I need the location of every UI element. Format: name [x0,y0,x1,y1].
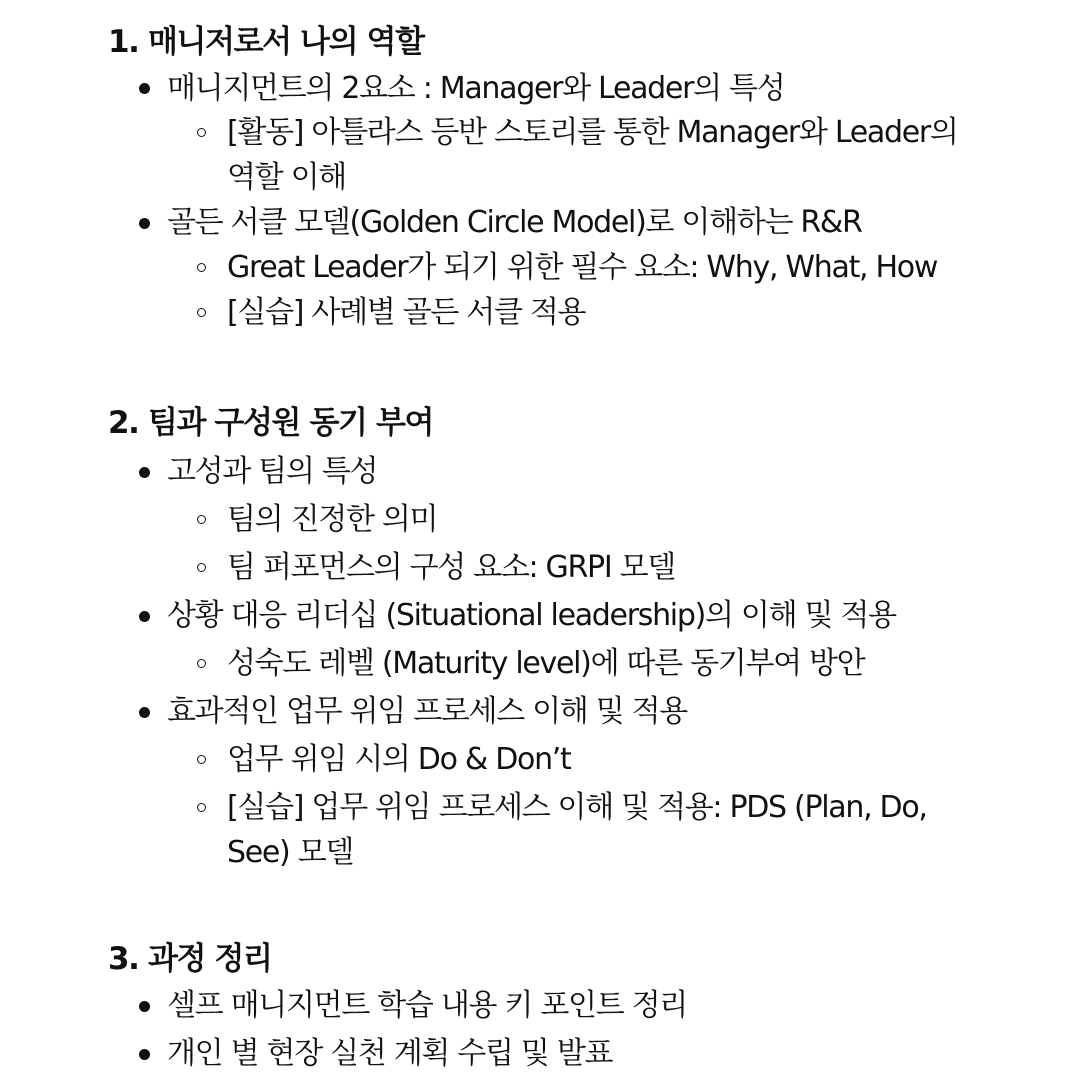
section-1-title: 1. 매니저로서 나의 역할 [108,24,424,60]
sub-list-item: [실습] 업무 위임 프로세스 이해 및 적용: PDS (Plan, Do, See) 모델 [227,790,927,870]
sub-bullet-icon [197,563,206,572]
list-item: 셀프 매니지먼트 학습 내용 키 포인트 정리 [167,988,687,1023]
sub-list-item: 팀의 진정한 의미 [227,502,438,537]
sub-list-item: Great Leader가 되기 위한 필수 요소: Why, What, How [227,250,938,285]
list-item: 효과적인 업무 위임 프로세스 이해 및 적용 [167,694,687,729]
sub-bullet-icon [197,308,206,317]
sub-bullet-icon [197,803,206,812]
list-item: 고성과 팀의 특성 [167,454,378,489]
list-item: 개인 별 현장 실천 계획 수립 및 발표 [167,1036,613,1071]
sub-bullet-icon [197,755,206,764]
bullet-icon [139,1049,150,1060]
bullet-icon [139,218,150,229]
sub-list-item: 성숙도 레벨 (Maturity level)에 따른 동기부여 방안 [227,646,865,681]
section-2-title: 2. 팀과 구성원 동기 부여 [108,405,434,441]
sub-bullet-icon [197,659,206,668]
sub-bullet-icon [197,515,206,524]
sub-list-item: 팀 퍼포먼스의 구성 요소: GRPI 모델 [227,550,675,585]
list-item: 매니지먼트의 2요소 : Manager와 Leader의 특성 [167,71,785,106]
bullet-icon [139,1001,150,1012]
list-item: 상황 대응 리더십 (Situational leadership)의 이해 및 적용 [167,598,896,633]
list-item: 골든 서클 모델(Golden Circle Model)로 이해하는 R&R [167,205,862,240]
bullet-icon [139,611,150,622]
section-3-title: 3. 과정 정리 [108,941,272,977]
sub-list-item: [활동] 아틀라스 등반 스토리를 통한 Manager와 Leader의 역할 이해 [227,115,958,195]
sub-list-item: [실습] 사례별 골든 서클 적용 [227,295,586,330]
bullet-icon [139,83,150,94]
sub-bullet-icon [197,128,206,137]
sub-list-item: 업무 위임 시의 Do & Don’t [227,742,571,777]
bullet-icon [139,707,150,718]
bullet-icon [139,467,150,478]
sub-bullet-icon [197,263,206,272]
